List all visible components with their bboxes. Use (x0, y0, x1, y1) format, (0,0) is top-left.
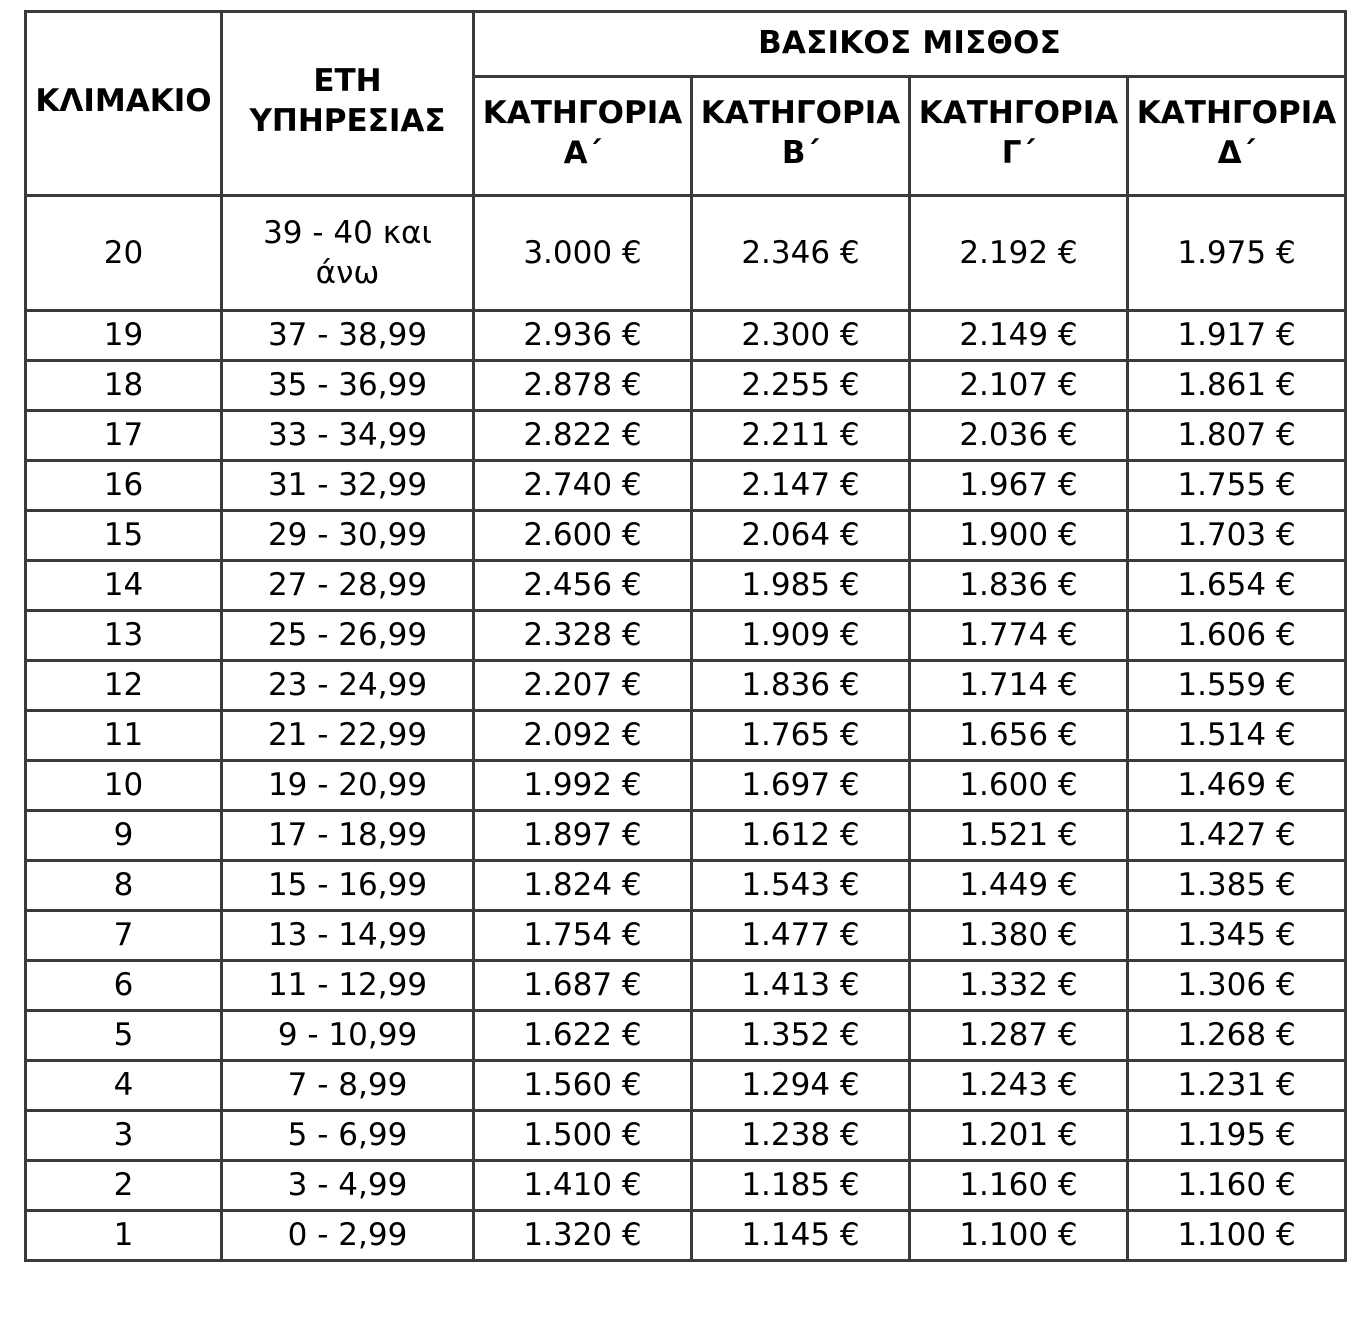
cell-klimakio: 11 (26, 711, 222, 761)
header-vasikos-misthos: ΒΑΣΙΚΟΣ ΜΙΣΘΟΣ (474, 12, 1346, 77)
table-row (26, 411, 1346, 461)
cell-category-d: 1.268 € (1128, 1011, 1346, 1061)
table-row (26, 661, 1346, 711)
cell-category-d: 1.195 € (1128, 1111, 1346, 1161)
cell-category-d: 1.755 € (1128, 461, 1346, 511)
cell-category-b: 1.294 € (692, 1061, 910, 1111)
cell-category-c: 1.287 € (910, 1011, 1128, 1061)
header-row-group (26, 12, 1346, 77)
table-row (26, 861, 1346, 911)
cell-klimakio: 3 (26, 1111, 222, 1161)
cell-klimakio: 6 (26, 961, 222, 1011)
cell-klimakio: 16 (26, 461, 222, 511)
cell-category-c: 1.380 € (910, 911, 1128, 961)
cell-eti: 5 - 6,99 (222, 1111, 474, 1161)
cell-category-a: 1.687 € (474, 961, 692, 1011)
cell-category-d: 1.703 € (1128, 511, 1346, 561)
table-row (26, 611, 1346, 661)
cell-category-a: 2.740 € (474, 461, 692, 511)
cell-category-d: 1.975 € (1128, 196, 1346, 311)
cell-category-b: 1.413 € (692, 961, 910, 1011)
cell-eti: 23 - 24,99 (222, 661, 474, 711)
cell-category-c: 1.201 € (910, 1111, 1128, 1161)
cell-category-b: 1.765 € (692, 711, 910, 761)
table-row (26, 961, 1346, 1011)
table-row (26, 311, 1346, 361)
cell-category-d: 1.469 € (1128, 761, 1346, 811)
cell-eti: 25 - 26,99 (222, 611, 474, 661)
table-row (26, 1161, 1346, 1211)
cell-category-b: 1.697 € (692, 761, 910, 811)
cell-category-a: 2.456 € (474, 561, 692, 611)
cell-category-d: 1.861 € (1128, 361, 1346, 411)
cell-eti: 7 - 8,99 (222, 1061, 474, 1111)
cell-category-b: 2.346 € (692, 196, 910, 311)
header-category-d: ΚΑΤΗΓΟΡΙΑ Δ΄ (1128, 77, 1346, 196)
cell-category-b: 1.612 € (692, 811, 910, 861)
cell-category-a: 2.822 € (474, 411, 692, 461)
cell-category-d: 1.514 € (1128, 711, 1346, 761)
table-body (26, 196, 1346, 1261)
header-category-a: ΚΑΤΗΓΟΡΙΑ Α΄ (474, 77, 692, 196)
cell-category-d: 1.606 € (1128, 611, 1346, 661)
cell-klimakio: 14 (26, 561, 222, 611)
cell-klimakio: 18 (26, 361, 222, 411)
header-klimakio: ΚΛΙΜΑΚΙΟ (26, 12, 222, 196)
salary-scale-table (24, 10, 1347, 1262)
cell-category-c: 1.449 € (910, 861, 1128, 911)
cell-category-b: 1.352 € (692, 1011, 910, 1061)
cell-klimakio: 12 (26, 661, 222, 711)
table-row (26, 361, 1346, 411)
header-category-c: ΚΑΤΗΓΟΡΙΑ Γ΄ (910, 77, 1128, 196)
cell-category-c: 1.836 € (910, 561, 1128, 611)
cell-category-b: 1.543 € (692, 861, 910, 911)
cell-eti: 33 - 34,99 (222, 411, 474, 461)
cell-category-d: 1.917 € (1128, 311, 1346, 361)
cell-category-c: 1.714 € (910, 661, 1128, 711)
cell-category-c: 1.900 € (910, 511, 1128, 561)
cell-category-d: 1.654 € (1128, 561, 1346, 611)
cell-category-d: 1.231 € (1128, 1061, 1346, 1111)
cell-eti: 15 - 16,99 (222, 861, 474, 911)
cell-eti: 17 - 18,99 (222, 811, 474, 861)
table-row (26, 461, 1346, 511)
cell-category-a: 2.936 € (474, 311, 692, 361)
cell-category-c: 2.149 € (910, 311, 1128, 361)
cell-category-c: 1.521 € (910, 811, 1128, 861)
cell-klimakio: 2 (26, 1161, 222, 1211)
cell-category-b: 2.147 € (692, 461, 910, 511)
cell-category-d: 1.160 € (1128, 1161, 1346, 1211)
cell-category-c: 2.192 € (910, 196, 1128, 311)
table-row (26, 911, 1346, 961)
cell-klimakio: 8 (26, 861, 222, 911)
table-row (26, 811, 1346, 861)
cell-category-b: 1.185 € (692, 1161, 910, 1211)
cell-eti: 21 - 22,99 (222, 711, 474, 761)
cell-category-a: 1.500 € (474, 1111, 692, 1161)
cell-eti: 0 - 2,99 (222, 1211, 474, 1261)
cell-category-a: 1.824 € (474, 861, 692, 911)
cell-category-b: 1.145 € (692, 1211, 910, 1261)
cell-klimakio: 7 (26, 911, 222, 961)
cell-eti: 27 - 28,99 (222, 561, 474, 611)
cell-category-a: 2.092 € (474, 711, 692, 761)
cell-category-b: 1.836 € (692, 661, 910, 711)
cell-category-c: 2.107 € (910, 361, 1128, 411)
cell-klimakio: 10 (26, 761, 222, 811)
cell-category-a: 1.754 € (474, 911, 692, 961)
table-header (26, 12, 1346, 196)
cell-category-a: 2.207 € (474, 661, 692, 711)
cell-category-c: 1.160 € (910, 1161, 1128, 1211)
cell-category-a: 1.410 € (474, 1161, 692, 1211)
cell-klimakio: 15 (26, 511, 222, 561)
cell-category-a: 1.897 € (474, 811, 692, 861)
cell-category-b: 2.211 € (692, 411, 910, 461)
cell-klimakio: 19 (26, 311, 222, 361)
table-row (26, 561, 1346, 611)
cell-category-c: 1.774 € (910, 611, 1128, 661)
cell-category-a: 1.320 € (474, 1211, 692, 1261)
header-eti-ypiresias: ΕΤΗ ΥΠΗΡΕΣΙΑΣ (222, 12, 474, 196)
cell-eti: 19 - 20,99 (222, 761, 474, 811)
cell-category-c: 1.332 € (910, 961, 1128, 1011)
cell-category-d: 1.559 € (1128, 661, 1346, 711)
cell-category-b: 1.238 € (692, 1111, 910, 1161)
cell-category-d: 1.427 € (1128, 811, 1346, 861)
cell-category-b: 2.064 € (692, 511, 910, 561)
cell-klimakio: 1 (26, 1211, 222, 1261)
table-row (26, 761, 1346, 811)
table-row (26, 711, 1346, 761)
cell-category-a: 2.600 € (474, 511, 692, 561)
cell-category-a: 1.992 € (474, 761, 692, 811)
cell-category-a: 2.328 € (474, 611, 692, 661)
cell-category-a: 1.560 € (474, 1061, 692, 1111)
table-row (26, 511, 1346, 561)
cell-klimakio: 4 (26, 1061, 222, 1111)
cell-category-b: 1.477 € (692, 911, 910, 961)
cell-category-c: 2.036 € (910, 411, 1128, 461)
cell-eti: 35 - 36,99 (222, 361, 474, 411)
table-row (26, 1011, 1346, 1061)
cell-category-b: 2.255 € (692, 361, 910, 411)
cell-category-c: 1.967 € (910, 461, 1128, 511)
cell-eti: 13 - 14,99 (222, 911, 474, 961)
table-row (26, 1111, 1346, 1161)
cell-category-c: 1.600 € (910, 761, 1128, 811)
table-row (26, 196, 1346, 311)
cell-category-b: 1.985 € (692, 561, 910, 611)
cell-category-c: 1.243 € (910, 1061, 1128, 1111)
cell-category-d: 1.100 € (1128, 1211, 1346, 1261)
cell-category-d: 1.306 € (1128, 961, 1346, 1011)
cell-category-b: 2.300 € (692, 311, 910, 361)
cell-klimakio: 5 (26, 1011, 222, 1061)
cell-category-c: 1.100 € (910, 1211, 1128, 1261)
cell-eti: 37 - 38,99 (222, 311, 474, 361)
cell-klimakio: 17 (26, 411, 222, 461)
cell-category-d: 1.345 € (1128, 911, 1346, 961)
cell-eti: 31 - 32,99 (222, 461, 474, 511)
cell-eti: 29 - 30,99 (222, 511, 474, 561)
cell-category-b: 1.909 € (692, 611, 910, 661)
cell-category-d: 1.385 € (1128, 861, 1346, 911)
cell-eti: 11 - 12,99 (222, 961, 474, 1011)
cell-category-c: 1.656 € (910, 711, 1128, 761)
cell-category-a: 3.000 € (474, 196, 692, 311)
cell-eti: 9 - 10,99 (222, 1011, 474, 1061)
cell-category-d: 1.807 € (1128, 411, 1346, 461)
cell-klimakio: 9 (26, 811, 222, 861)
table-row (26, 1211, 1346, 1261)
cell-category-a: 1.622 € (474, 1011, 692, 1061)
cell-klimakio: 20 (26, 196, 222, 311)
cell-category-a: 2.878 € (474, 361, 692, 411)
table-row (26, 1061, 1346, 1111)
cell-eti: 3 - 4,99 (222, 1161, 474, 1211)
cell-eti: 39 - 40 και άνω (222, 196, 474, 311)
header-category-b: ΚΑΤΗΓΟΡΙΑ Β΄ (692, 77, 910, 196)
cell-klimakio: 13 (26, 611, 222, 661)
